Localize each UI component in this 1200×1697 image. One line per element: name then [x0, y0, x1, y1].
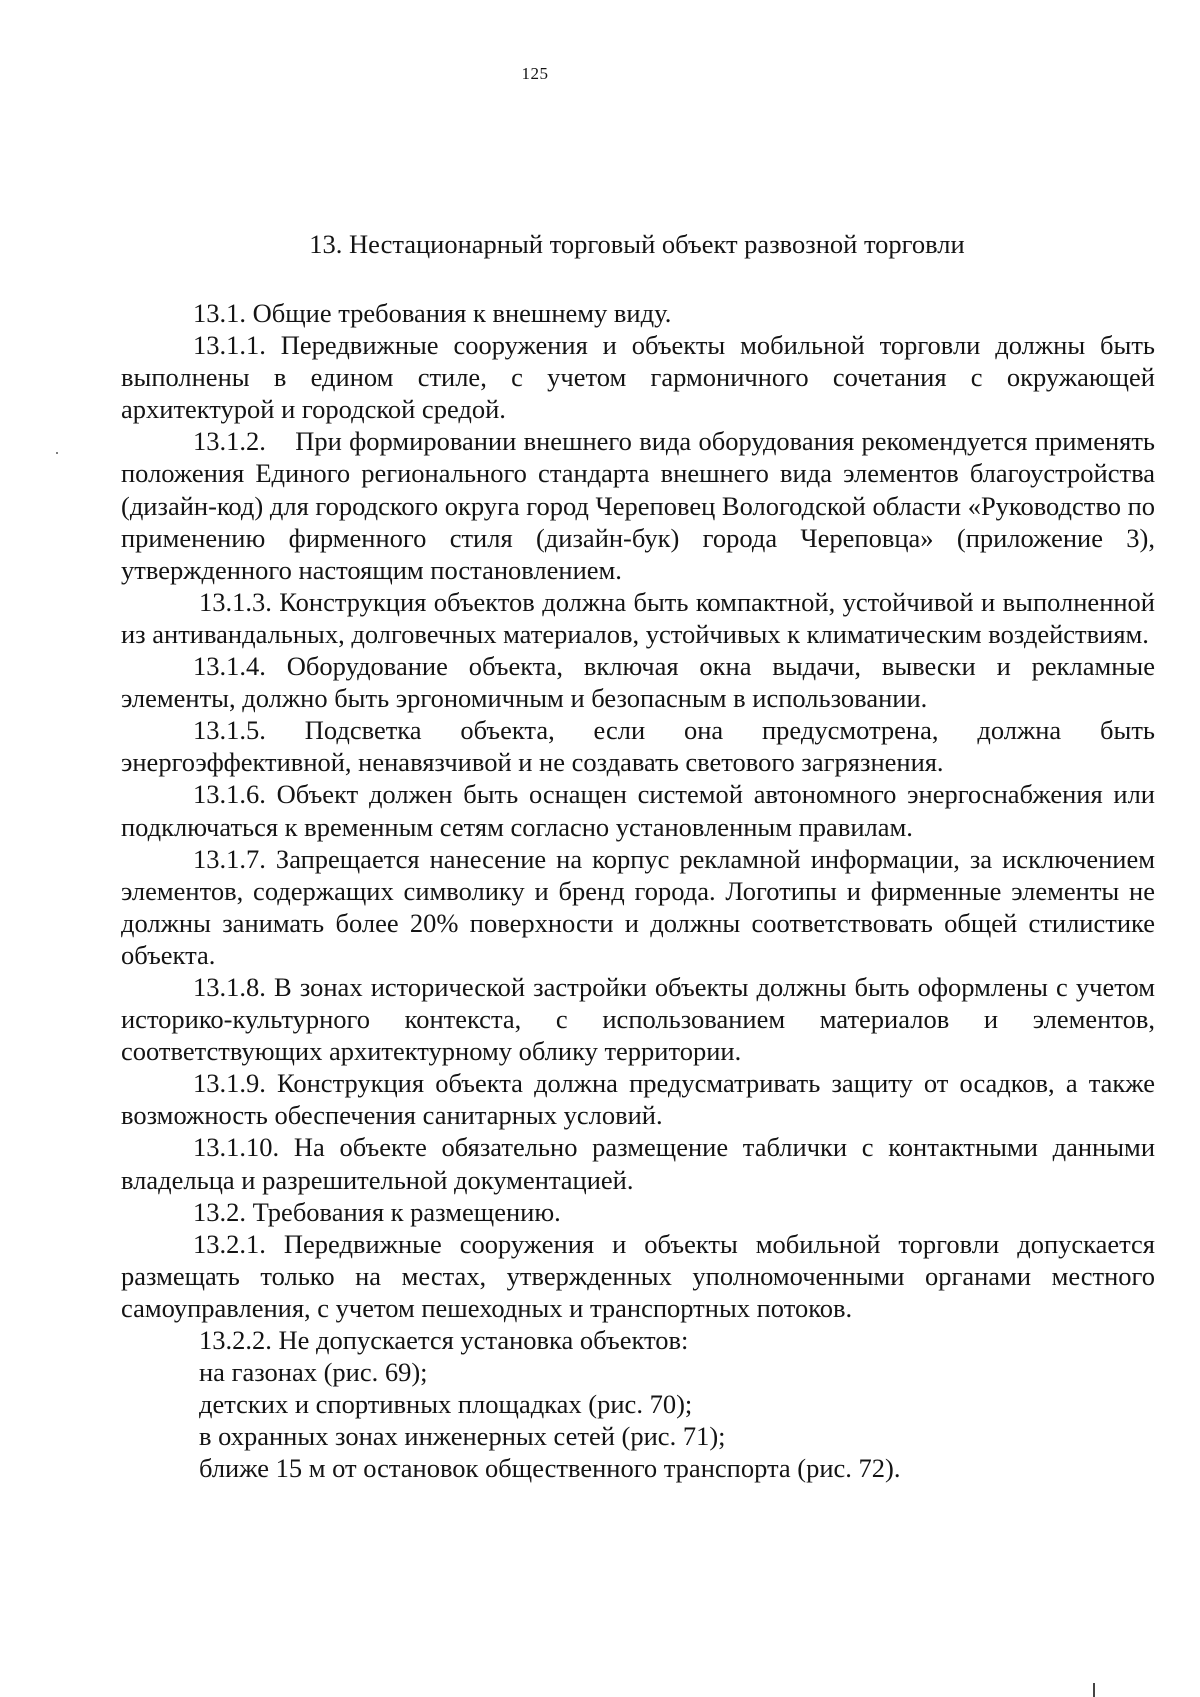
list-item: ближе 15 м от остановок общественного транспорта (рис. 72).	[199, 1453, 901, 1484]
paragraph-13-1-5: 13.1.5. Подсветка объекта, если она предусмотрена, должна быть энергоэффективной, ненавязчивой и не создавать светового загрязнения.	[121, 715, 1155, 778]
list-item: детских и спортивных площадках (рис. 70);	[199, 1389, 693, 1420]
list-item: на газонах (рис. 69);	[199, 1357, 428, 1388]
list-item: в охранных зонах инженерных сетей (рис. 71);	[199, 1421, 726, 1452]
page-number: 125	[521, 64, 549, 83]
document-body	[121, 297, 1155, 1484]
paragraph-13-1-4: 13.1.4. Оборудование объекта, включая окна выдачи, вывески и рекламные элементы, должно быть эргономичным и безопасным в использовании.	[121, 651, 1155, 714]
paragraph-13-2-2: 13.2.2. Не допускается установка объектов:	[199, 1325, 689, 1355]
scan-speck	[56, 452, 58, 454]
paragraph-13-2-1: 13.2.1. Передвижные сооружения и объекты мобильной торговли допускается размещать только на местах, утвержденных уполномоченными органами местного самоуправления, с учетом пешеходных и транспортных потоков.	[121, 1228, 1155, 1323]
scan-edge-mark	[1093, 1683, 1095, 1697]
paragraph-13-1-1: 13.1.1. Передвижные сооружения и объекты мобильной торговли должны быть выполнены в едином стиле, с учетом гармоничного сочетания с окружающей архитектурой и городской средой.	[121, 330, 1155, 425]
paragraph-13-1-9: 13.1.9. Конструкция объекта должна предусматривать защиту от осадков, а также возможность обеспечения санитарных условий.	[121, 1068, 1155, 1131]
paragraph-13-1-10: 13.1.10. На объекте обязательно размещение таблички с контактными данными владельца и разрешительной документацией.	[121, 1132, 1155, 1195]
paragraph-13-1-3: 13.1.3. Конструкция объектов должна быть компактной, устойчивой и выполненной из антивандальных, долговечных материалов, устойчивых к климатическим воздействиям.	[121, 586, 1155, 649]
section-title: 13. Нестационарный торговый объект развозной торговли	[309, 229, 965, 259]
paragraph-13-2: 13.2. Требования к размещению.	[193, 1196, 561, 1227]
paragraph-13-1-8: 13.1.8. В зонах исторической застройки объекты должны быть оформлены с учетом историко-культурного контекста, с использованием материалов и элементов, соответствующих архитектурному облику территории.	[121, 971, 1155, 1067]
paragraph-13-1-6: 13.1.6. Объект должен быть оснащен системой автономного энергоснабжения или подключаться к временным сетям согласно установленным правилам.	[121, 779, 1155, 842]
paragraph-13-1: 13.1. Общие требования к внешнему виду.	[193, 298, 672, 328]
paragraph-13-1-7: 13.1.7. Запрещается нанесение на корпус рекламной информации, за исключением элементов, содержащих символику и бренд города. Логотипы и фирменные элементы не должны занимать более 20% поверхности и должны соответствовать общей стилистике объекта.	[121, 843, 1155, 970]
paragraph-13-1-2: 13.1.2. При формировании внешнего вида оборудования рекомендуется применять положения Единого регионального стандарта внешнего вида элементов благоустройства (дизайн-код) для городского округа город Череповец Вологодской области «Руководство по применению фирменного стиля (дизайн-бук) города Череповца» (приложение 3), утвержденного настоящим постановлением.	[121, 426, 1155, 585]
